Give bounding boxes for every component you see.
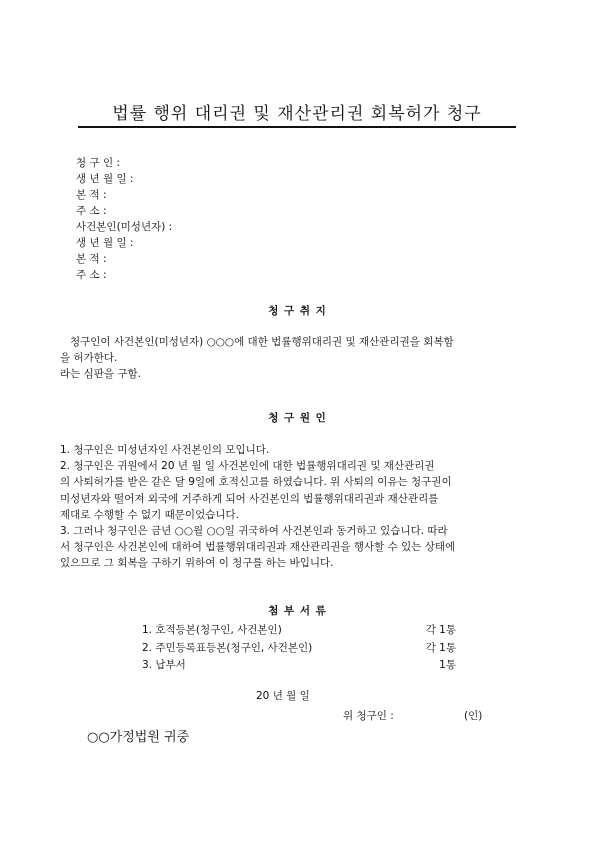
field-applicant-birthdate	[76, 173, 133, 186]
field-subject-address	[76, 269, 107, 282]
field-applicant	[76, 157, 120, 170]
field-label: 주 소 :	[76, 205, 107, 217]
attachment-name: 1. 호적등본(청구인, 사건본인)	[142, 624, 282, 636]
field-label: 생 년 월 일 :	[76, 237, 134, 249]
attachment-qty: 각 1통	[425, 624, 456, 636]
cause-line: 의 사퇴허가를 받은 같은 달 9일에 호적신고를 하였습니다. 위 사퇴의 이유는 청구권이	[60, 476, 452, 489]
field-label: 청 구 인 :	[76, 157, 120, 169]
cause-line: 있으므로 그 회복을 구하기 위하여 이 청구를 하는 바입니다.	[60, 557, 334, 570]
cause-line: 미성년자와 떨어져 외국에 거주하게 되어 사건본인의 법률행위대리권과 재산관리를	[60, 492, 439, 505]
date-line: 20 년 월 일	[256, 690, 310, 702]
field-applicant-address	[76, 205, 107, 218]
attachments-heading: 첨 부 서 류	[268, 605, 327, 617]
cause-heading: 청 구 원 인	[268, 412, 327, 424]
field-label: 주 소 :	[76, 269, 107, 281]
field-label: 본 적 :	[76, 253, 107, 265]
cause-line: 1. 청구인은 미성년자인 사건본인의 모입니다.	[60, 444, 270, 456]
attachment-qty: 각 1통	[425, 642, 456, 654]
cause-line: 3. 그러나 청구인은 금년 ○○월 ○○일 귀국하여 사건본인과 동거하고 있습니다. 따라	[60, 525, 448, 538]
court-addressee: ○○가정법원 귀중	[87, 730, 190, 745]
purpose-line: 을 허가한다.	[60, 352, 118, 365]
attachment-name: 2. 주민등록표등본(청구인, 사건본인)	[142, 642, 313, 654]
title-underline	[78, 126, 516, 128]
signature-label: 위 청구인 :	[343, 710, 394, 722]
field-subject-domicile	[76, 253, 107, 266]
field-subject-birthdate	[76, 237, 133, 250]
purpose-text	[60, 334, 454, 383]
purpose-line: 청구인이 사건본인(미성년자) ○○○에 대한 법률행위대리권 및 재산관리권을 회복함	[70, 336, 454, 348]
field-applicant-domicile	[76, 189, 107, 202]
cause-line: 제대로 수행할 수 없기 때문이었습니다.	[60, 508, 239, 521]
attachment-qty: 1통	[439, 659, 456, 671]
field-label: 사건본인(미성년자) :	[76, 221, 173, 233]
purpose-line: 라는 심판을 구함.	[60, 368, 142, 381]
field-label: 생 년 월 일 :	[76, 173, 134, 185]
cause-text	[60, 442, 455, 572]
document-title: 법률 행위 대리권 및 재산관리권 회복허가 청구	[112, 104, 482, 124]
field-label: 본 적 :	[76, 189, 107, 201]
attachment-name: 3. 납부서	[142, 659, 186, 671]
cause-line: 서 청구인은 사건본인에 대하여 법률행위대리권과 재산관리권을 행사할 수 있는 상태에	[60, 541, 456, 554]
cause-line: 2. 청구인은 귀원에서 20 년 월 일 사건본인에 대한 법률행위대리권 및 재산관리권	[60, 460, 435, 473]
seal-mark: (인)	[464, 710, 483, 722]
purpose-heading: 청 구 취 지	[268, 305, 327, 317]
field-subject	[76, 221, 172, 234]
